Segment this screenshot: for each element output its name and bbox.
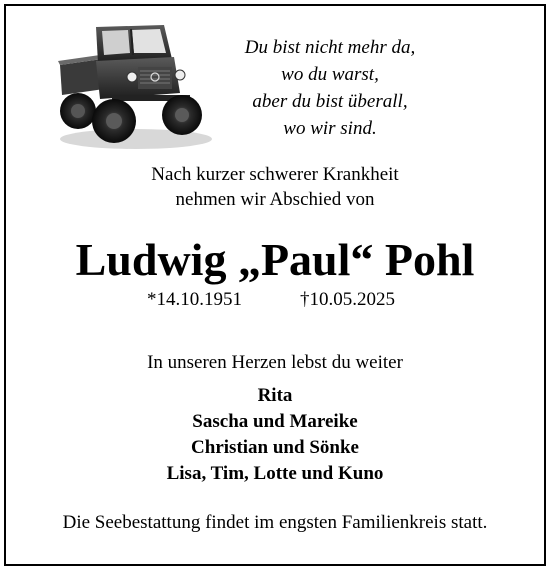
- poem: [222, 34, 438, 142]
- poem-line: aber du bist überall,: [252, 91, 408, 112]
- mourner-entry: Lisa, Tim, Lotte und Kuno: [166, 463, 384, 484]
- mourner-entry: Christian und Sönke: [191, 437, 359, 458]
- birth-date: *14.10.1951: [147, 289, 242, 310]
- mourner-entry: Rita: [257, 385, 293, 406]
- intro-line: Nach kurzer schwerer Krankheit: [151, 164, 399, 185]
- poem-line: wo wir sind.: [283, 118, 377, 139]
- utility-truck-icon: [52, 15, 214, 153]
- intro-line: nehmen wir Abschied von: [175, 189, 375, 210]
- intro-text: [0, 162, 550, 212]
- funeral-notice: Die Seebestattung findet im engsten Familienkreis statt.: [62, 512, 488, 533]
- poem-line: Du bist nicht mehr da,: [244, 37, 416, 58]
- death-date: †10.05.2025: [300, 289, 395, 310]
- deceased-name: Ludwig „Paul“ Pohl: [75, 234, 475, 285]
- hearts-line: In unseren Herzen lebst du weiter: [147, 352, 403, 373]
- mourners-list: [0, 383, 550, 487]
- poem-line: wo du warst,: [281, 64, 379, 85]
- mourner-entry: Sascha und Mareike: [192, 411, 358, 432]
